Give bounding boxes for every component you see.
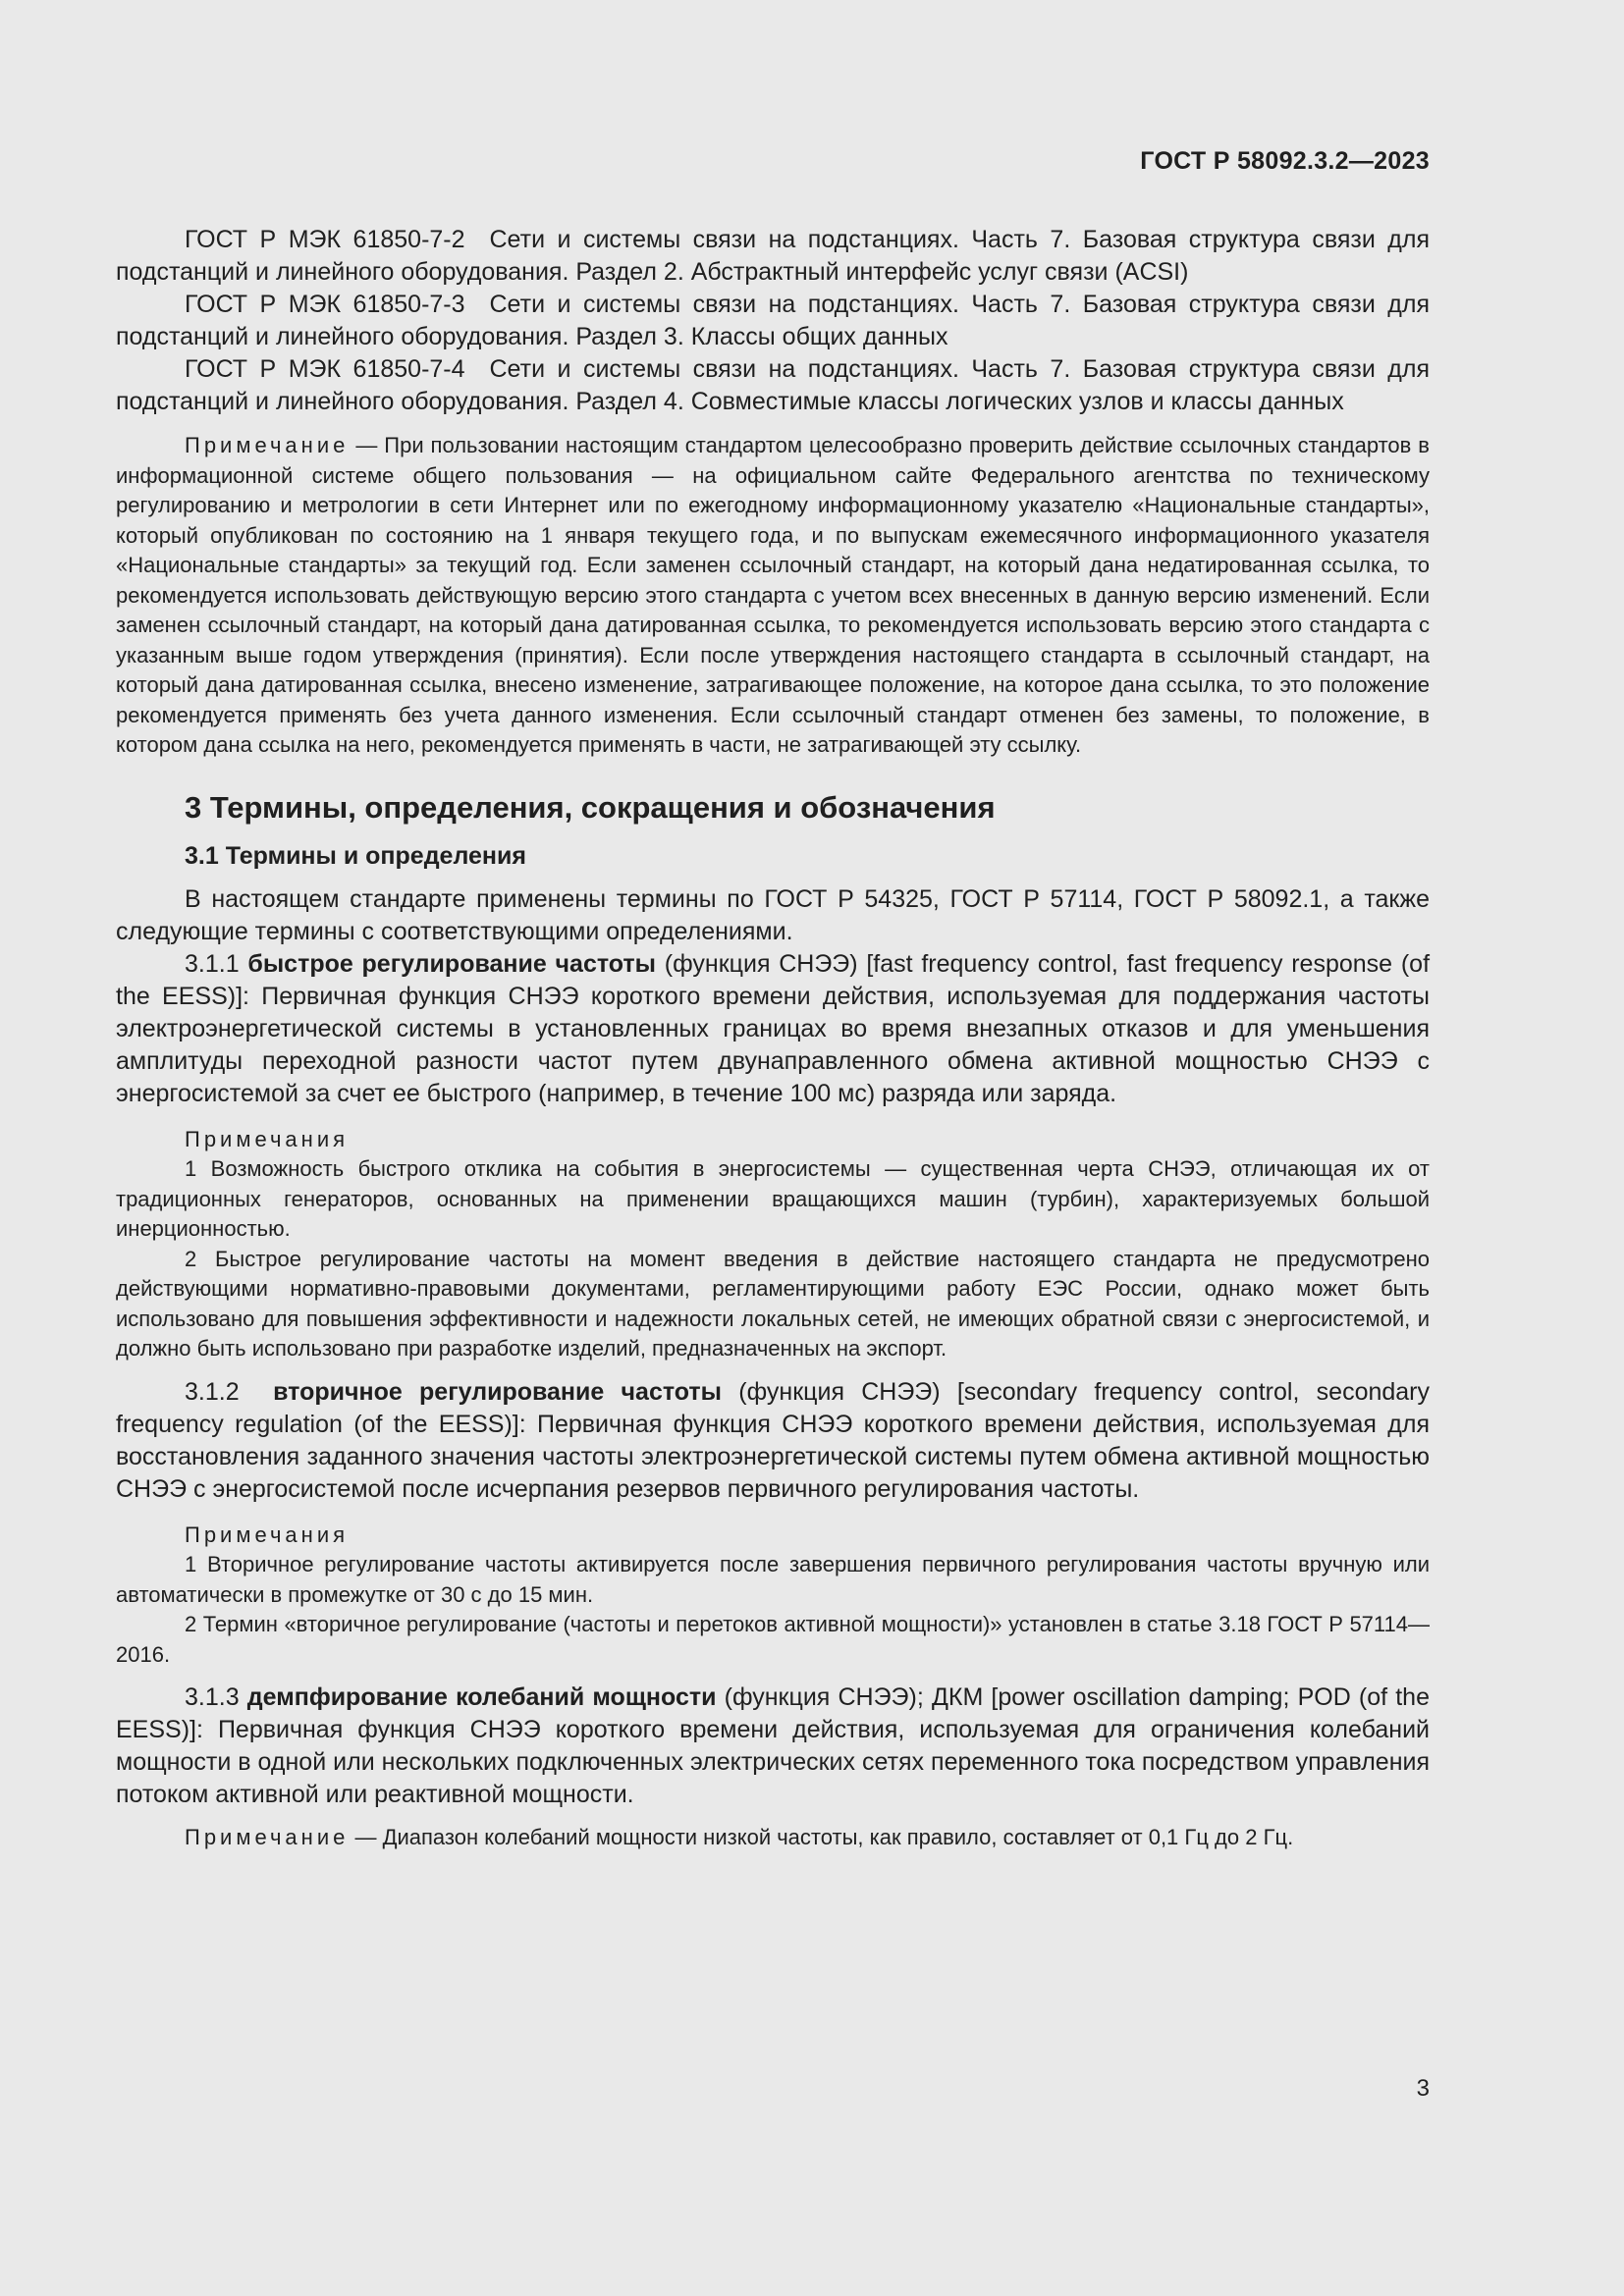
term-number: 3.1.2 [185,1377,240,1406]
reference-entry [116,353,1430,418]
page-content [116,224,1430,1853]
subsection-title: 3.1 Термины и определения [185,841,526,870]
reference-note [116,431,1430,761]
term-note: 1 Вторичное регулирование частоты активируется после завершения первичного регулирования частоты вручную или автоматически в промежутке от 30 с до 15 мин. [116,1552,1430,1607]
note-label: Примечание [185,1825,350,1849]
term-note [116,1823,1430,1853]
term-entry [116,1376,1430,1506]
intro-paragraph: В настоящем стандарте применены термины по ГОСТ Р 54325, ГОСТ Р 57114, ГОСТ Р 58092.1, а также следующие термины с соответствующими определениями. [116,884,1430,945]
term-number: 3.1.1 [185,949,240,978]
term-number: 3.1.3 [185,1683,240,1711]
term-note: 1 Возможность быстрого отклика на события в энергосистемы — существенная черта СНЭЭ, отличающая их от традиционных генераторов, основанных на применении вращающихся машин (турбин), характеризуемых большой инерционностью. [116,1156,1430,1241]
term-note: 2 Быстрое регулирование частоты на момент введения в действие настоящего стандарта не предусмотрено действующими нормативно-правовыми документами, регламентирующими работу ЕЭС России, однако может быть использовано для повышения эффективности и надежности локальных сетей, не имеющих обратной связи с энергосистемой, и должно быть использовано при разработке изделий, предназначенных на экспорт. [116,1246,1430,1361]
notes-heading: Примечания [185,1126,350,1151]
reference-code: ГОСТ Р МЭК 61850-7-4 [185,355,465,383]
reference-title: Сети и системы связи на подстанциях. Часть 7. Базовая структура связи для подстанций и линейного оборудования. Раздел 2. Абстрактный интерфейс услуг связи (ACSI) [116,226,1430,286]
term-entry [116,1682,1430,1811]
term-note: 2 Термин «вторичное регулирование (частоты и перетоков активной мощности)» установлен в статье 3.18 ГОСТ Р 57114—2016. [116,1612,1430,1667]
term-entry [116,948,1430,1110]
reference-code: ГОСТ Р МЭК 61850-7-3 [185,291,465,318]
term-name: вторичное регулирование частоты [273,1377,723,1406]
reference-code: ГОСТ Р МЭК 61850-7-2 [185,226,465,253]
reference-title: Сети и системы связи на подстанциях. Часть 7. Базовая структура связи для подстанций и линейного оборудования. Раздел 3. Классы общих данных [116,291,1430,350]
term-definition: (функция СНЭЭ) [fast frequency control, fast frequency response (of the EESS)]: Первичная функция СНЭЭ короткого времени действия, используемая для поддержания частоты электроэнергетической системы в установленных границах во время внезапных отказов и для уменьшения амплитуды переходной разности частот путем двунаправленного обмена активной мощностью СНЭЭ с энергосистемой за счет ее быстрого (например, в течение 100 мс) разряда или заряда. [116,949,1431,1107]
term-name: быстрое регулирование частоты [247,949,657,978]
term-definition: (функция СНЭЭ) [secondary frequency control, secondary frequency regulation (of the EESS)]: Первичная функция СНЭЭ короткого времени действия, используемая для восстановления заданного значения частоты электроэнергетической системы путем обмена активной мощностью СНЭЭ с энергосистемой после исчерпания резервов первичного регулирования частоты. [116,1377,1431,1503]
document-code: ГОСТ Р 58092.3.2—2023 [1140,147,1430,175]
note-label: Примечание [185,433,350,457]
term-definition: (функция СНЭЭ); ДКМ [power oscillation damping; POD (of the EESS)]: Первичная функция СНЭЭ короткого времени действия, используемая для ограничения колебаний мощности в одной или нескольких подключенных электрических сетях переменного тока посредством управления потоком активной или реактивной мощности. [116,1683,1430,1808]
reference-entry [116,289,1430,353]
section-title: 3 Термины, определения, сокращения и обозначения [185,789,996,825]
reference-entry [116,224,1430,289]
notes-heading: Примечания [185,1522,350,1547]
reference-title: Сети и системы связи на подстанциях. Часть 7. Базовая структура связи для подстанций и линейного оборудования. Раздел 4. Совместимые классы логических узлов и классы данных [116,355,1430,415]
note-text: — Диапазон колебаний мощности низкой частоты, как правило, составляет от 0,1 Гц до 2 Гц. [354,1825,1294,1849]
term-name: демпфирование колебаний мощности [246,1683,717,1711]
page-number: 3 [1416,2075,1430,2102]
note-text: — При пользовании настоящим стандартом целесообразно проверить действие ссылочных стандартов в информационной системе общего пользования — на официальном сайте Федерального агентства по техническому регулированию и метрологии в сети Интернет или по ежегодному информационному указателю «Национальные стандарты», который опубликован по состоянию на 1 января текущего года, и по выпускам ежемесячного информационного указателя «Национальные стандарты» за текущий год. Если заменен ссылочный стандарт, на который дана недатированная ссылка, то рекомендуется использовать действующую версию этого стандарта с учетом всех внесенных в данную версию изменений. Если заменен ссылочный стандарт, на который дана датированная ссылка, то рекомендуется использовать версию этого стандарта с указанным выше годом утверждения (принятия). Если после утверждения настоящего стандарта в ссылочный стандарт, на который дана датированная ссылка, внесено изменение, затрагивающее положение, на которое дана ссылка, то это положение рекомендуется применять без учета данного изменения. Если ссылочный стандарт отменен без замены, то положение, в котором дана ссылка на него, рекомендуется применять в части, не затрагивающей эту ссылку. [116,433,1430,757]
